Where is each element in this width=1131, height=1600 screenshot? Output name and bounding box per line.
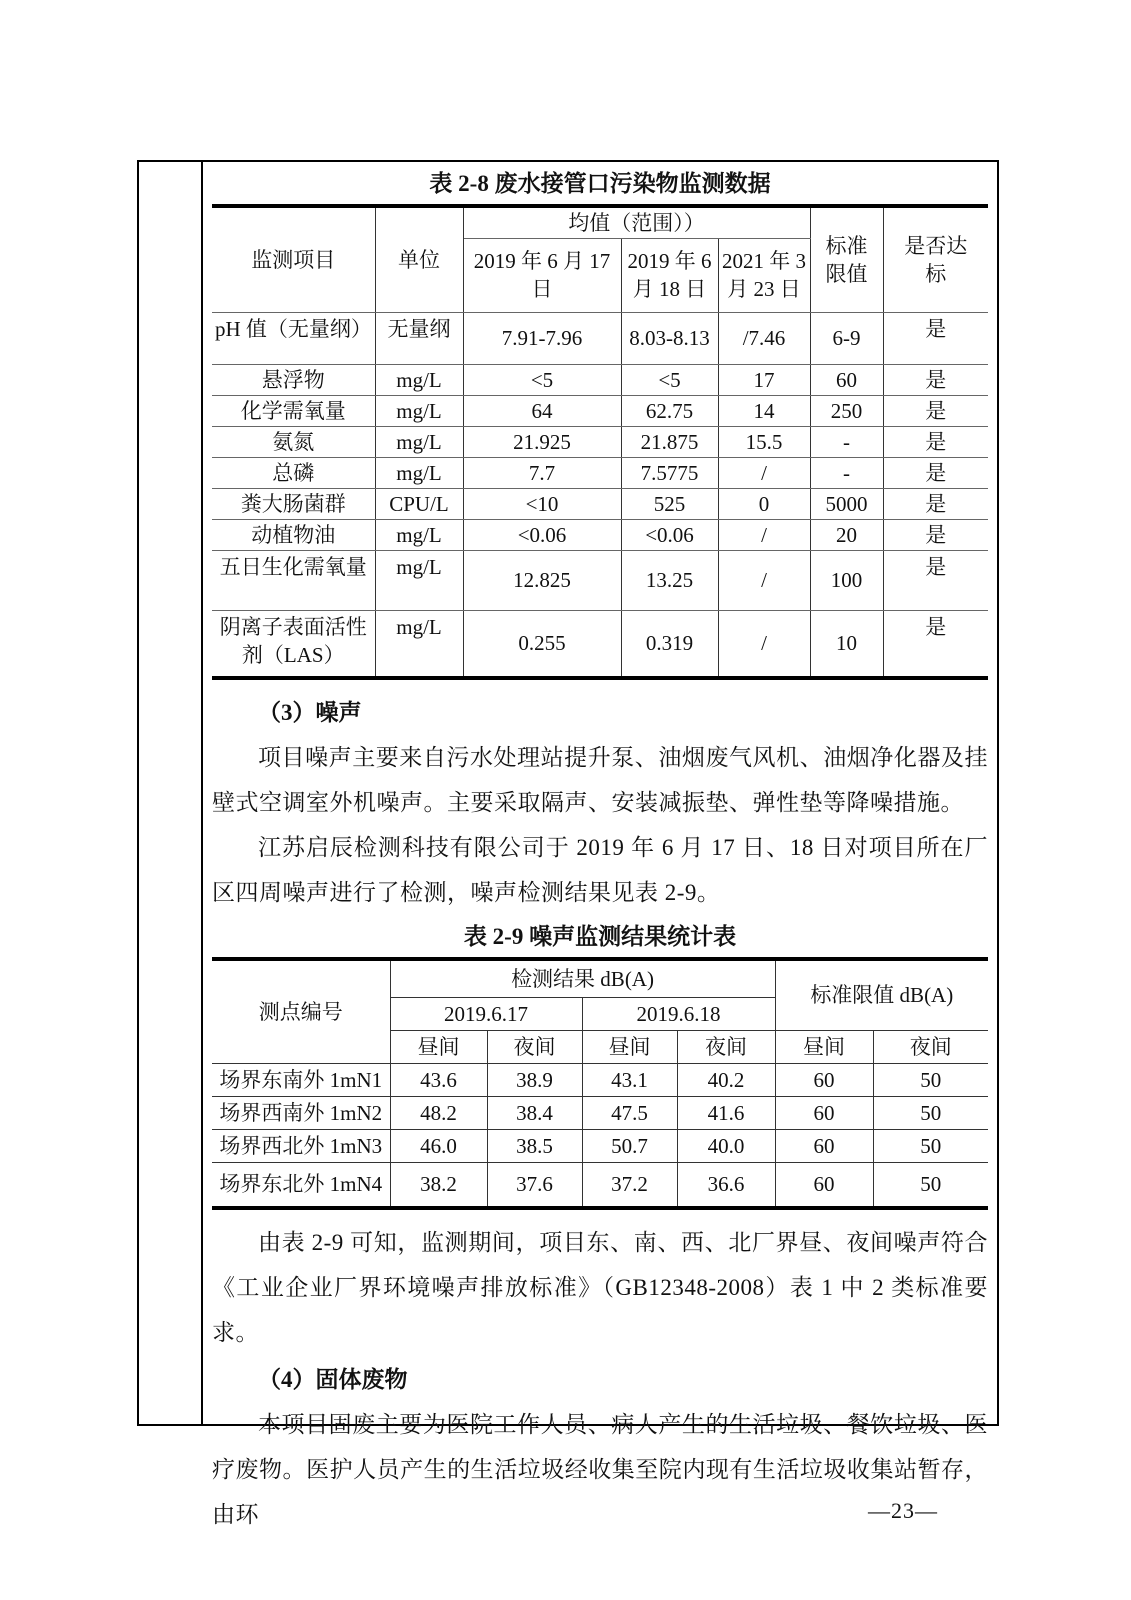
table-cell: 7.91-7.96 bbox=[463, 312, 621, 364]
table-cell: 37.6 bbox=[487, 1162, 582, 1208]
table-cell: 是 bbox=[883, 488, 988, 519]
table-row bbox=[212, 312, 988, 364]
table-cell: 100 bbox=[810, 550, 883, 610]
col-header-limit: 标准限值 bbox=[810, 206, 883, 312]
table-cell: / bbox=[718, 519, 810, 550]
table-cell: 无量纲 bbox=[375, 312, 463, 364]
table-cell: 是 bbox=[883, 610, 988, 678]
table-cell: 是 bbox=[883, 395, 988, 426]
table-cell: 37.2 bbox=[582, 1162, 677, 1208]
table-cell: 5000 bbox=[810, 488, 883, 519]
table-row bbox=[212, 457, 988, 488]
table-cell: 是 bbox=[883, 550, 988, 610]
col-header-date1: 2019.6.17 bbox=[390, 997, 582, 1030]
table-cell: 0 bbox=[718, 488, 810, 519]
table-cell: 0.255 bbox=[463, 610, 621, 678]
noise-paragraph-2: 江苏启辰检测科技有限公司于 2019 年 6 月 17 日、18 日对项目所在厂区四周噪声进行了检测，噪声检测结果见表 2-9。 bbox=[212, 835, 988, 905]
table-cell: <5 bbox=[621, 364, 718, 395]
table-cell: 氨氮 bbox=[212, 426, 375, 457]
table-row bbox=[212, 364, 988, 395]
table-cell: - bbox=[810, 457, 883, 488]
table-cell: 46.0 bbox=[390, 1129, 487, 1162]
table-row bbox=[212, 1129, 988, 1162]
table-cell: 总磷 bbox=[212, 457, 375, 488]
table-cell: mg/L bbox=[375, 395, 463, 426]
table-cell: 13.25 bbox=[621, 550, 718, 610]
col-header-night: 夜间 bbox=[873, 1030, 988, 1063]
table-cell: mg/L bbox=[375, 426, 463, 457]
table-row bbox=[212, 426, 988, 457]
table-cell: mg/L bbox=[375, 610, 463, 678]
table-cell: 38.9 bbox=[487, 1063, 582, 1096]
table-cell: 38.4 bbox=[487, 1096, 582, 1129]
col-header-compliance: 是否达标 bbox=[883, 206, 988, 312]
table-cell: 14 bbox=[718, 395, 810, 426]
table-cell: 7.7 bbox=[463, 457, 621, 488]
table-cell: mg/L bbox=[375, 364, 463, 395]
table-row bbox=[212, 519, 988, 550]
table-row bbox=[212, 206, 988, 238]
table-cell: 悬浮物 bbox=[212, 364, 375, 395]
table-cell: - bbox=[810, 426, 883, 457]
table-cell: 36.6 bbox=[677, 1162, 775, 1208]
table-cell: 38.2 bbox=[390, 1162, 487, 1208]
table-cell: mg/L bbox=[375, 550, 463, 610]
col-header-mean: 均值（范围）） bbox=[463, 206, 810, 238]
col-header-date3: 2021 年 3 月 23 日 bbox=[718, 238, 810, 312]
page-number: —23— bbox=[868, 1498, 938, 1523]
table-row bbox=[212, 1063, 988, 1096]
table-cell: 48.2 bbox=[390, 1096, 487, 1129]
table-row bbox=[212, 550, 988, 610]
table-cell: CPU/L bbox=[375, 488, 463, 519]
table-cell: 是 bbox=[883, 519, 988, 550]
col-header-night: 夜间 bbox=[677, 1030, 775, 1063]
table-cell: 化学需氧量 bbox=[212, 395, 375, 426]
col-header-day: 昼间 bbox=[582, 1030, 677, 1063]
table-cell: pH 值（无量纲） bbox=[212, 312, 375, 364]
col-header-date1: 2019 年 6 月 17 日 bbox=[463, 238, 621, 312]
table-cell: 60 bbox=[775, 1129, 873, 1162]
table-cell: <10 bbox=[463, 488, 621, 519]
table-cell: 粪大肠菌群 bbox=[212, 488, 375, 519]
table-row bbox=[212, 1162, 988, 1208]
content-frame bbox=[137, 160, 999, 1527]
noise-paragraph-1: 项目噪声主要来自污水处理站提升泵、油烟废气风机、油烟净化器及挂壁式空调室外机噪声。主要采取隔声、安装减振垫、弹性垫等降噪措施。 bbox=[212, 745, 988, 815]
table-cell: <5 bbox=[463, 364, 621, 395]
col-header-night: 夜间 bbox=[487, 1030, 582, 1063]
table-cell: 43.1 bbox=[582, 1063, 677, 1096]
col-header-item: 监测项目 bbox=[212, 206, 375, 312]
table-cell: 场界东南外 1mN1 bbox=[212, 1063, 390, 1096]
col-header-point: 测点编号 bbox=[212, 959, 390, 1063]
solid-waste-heading: （4）固体废物 bbox=[258, 1367, 408, 1392]
table-cell: 21.875 bbox=[621, 426, 718, 457]
col-header-date2: 2019.6.18 bbox=[582, 997, 775, 1030]
table-cell: 是 bbox=[883, 364, 988, 395]
table-cell: 20 bbox=[810, 519, 883, 550]
main-content bbox=[203, 162, 997, 1527]
table-cell: 五日生化需氧量 bbox=[212, 550, 375, 610]
table-cell: 21.925 bbox=[463, 426, 621, 457]
table-cell: mg/L bbox=[375, 457, 463, 488]
table-cell: 阴离子表面活性剂（LAS） bbox=[212, 610, 375, 678]
col-header-result: 检测结果 dB(A) bbox=[390, 959, 775, 997]
col-header-unit: 单位 bbox=[375, 206, 463, 312]
table-cell: 60 bbox=[775, 1063, 873, 1096]
table-cell: 47.5 bbox=[582, 1096, 677, 1129]
table-cell: 50.7 bbox=[582, 1129, 677, 1162]
table-cell: / bbox=[718, 610, 810, 678]
table-cell: 40.2 bbox=[677, 1063, 775, 1096]
table-cell: 60 bbox=[810, 364, 883, 395]
table-cell: 40.0 bbox=[677, 1129, 775, 1162]
table-row bbox=[212, 959, 988, 997]
table-cell: 50 bbox=[873, 1129, 988, 1162]
table-cell: /7.46 bbox=[718, 312, 810, 364]
table-cell: 64 bbox=[463, 395, 621, 426]
table-cell: / bbox=[718, 457, 810, 488]
table-row bbox=[212, 395, 988, 426]
table-cell: 15.5 bbox=[718, 426, 810, 457]
table-cell: 10 bbox=[810, 610, 883, 678]
table-cell: 41.6 bbox=[677, 1096, 775, 1129]
table-cell: 50 bbox=[873, 1063, 988, 1096]
table-cell: 250 bbox=[810, 395, 883, 426]
table-cell: 525 bbox=[621, 488, 718, 519]
col-header-day: 昼间 bbox=[775, 1030, 873, 1063]
table-cell: 6-9 bbox=[810, 312, 883, 364]
table-cell: 是 bbox=[883, 312, 988, 364]
table-cell: 7.5775 bbox=[621, 457, 718, 488]
noise-monitoring-table bbox=[212, 957, 988, 1210]
table-2-8-title: 表 2-8 废水接管口污染物监测数据 bbox=[429, 171, 771, 196]
table-cell: 是 bbox=[883, 426, 988, 457]
table-cell: 12.825 bbox=[463, 550, 621, 610]
table-cell: 场界西南外 1mN2 bbox=[212, 1096, 390, 1129]
table-cell: 场界西北外 1mN3 bbox=[212, 1129, 390, 1162]
table-cell: 38.5 bbox=[487, 1129, 582, 1162]
table-cell: 8.03-8.13 bbox=[621, 312, 718, 364]
table-row bbox=[212, 488, 988, 519]
wastewater-monitoring-table bbox=[212, 204, 988, 680]
table-cell: 60 bbox=[775, 1096, 873, 1129]
table-cell: 0.319 bbox=[621, 610, 718, 678]
noise-section-heading: （3）噪声 bbox=[258, 700, 362, 725]
table-cell: 是 bbox=[883, 457, 988, 488]
col-header-limit: 标准限值 dB(A) bbox=[775, 959, 988, 1030]
table-cell: mg/L bbox=[375, 519, 463, 550]
table-cell: 62.75 bbox=[621, 395, 718, 426]
table-row bbox=[212, 1096, 988, 1129]
noise-conclusion-paragraph: 由表 2-9 可知，监测期间，项目东、南、西、北厂界昼、夜间噪声符合《工业企业厂界环境噪声排放标准》（GB12348-2008）表 1 中 2 类标准要求。 bbox=[212, 1230, 988, 1345]
table-cell: 50 bbox=[873, 1096, 988, 1129]
table-cell: 17 bbox=[718, 364, 810, 395]
table-cell: 50 bbox=[873, 1162, 988, 1208]
col-header-day: 昼间 bbox=[390, 1030, 487, 1063]
table-cell: <0.06 bbox=[463, 519, 621, 550]
solid-waste-paragraph: 本项目固废主要为医院工作人员、病人产生的生活垃圾、餐饮垃圾、医疗废物。医护人员产生的生活垃圾经收集至院内现有生活垃圾收集站暂存，由环 bbox=[212, 1412, 988, 1527]
table-cell: / bbox=[718, 550, 810, 610]
left-margin-column bbox=[139, 162, 203, 1424]
table-cell: 场界东北外 1mN4 bbox=[212, 1162, 390, 1208]
table-cell: 动植物油 bbox=[212, 519, 375, 550]
table-cell: <0.06 bbox=[621, 519, 718, 550]
table-2-9-title: 表 2-9 噪声监测结果统计表 bbox=[463, 924, 737, 949]
col-header-date2: 2019 年 6 月 18 日 bbox=[621, 238, 718, 312]
table-row bbox=[212, 610, 988, 678]
table-cell: 60 bbox=[775, 1162, 873, 1208]
table-cell: 43.6 bbox=[390, 1063, 487, 1096]
